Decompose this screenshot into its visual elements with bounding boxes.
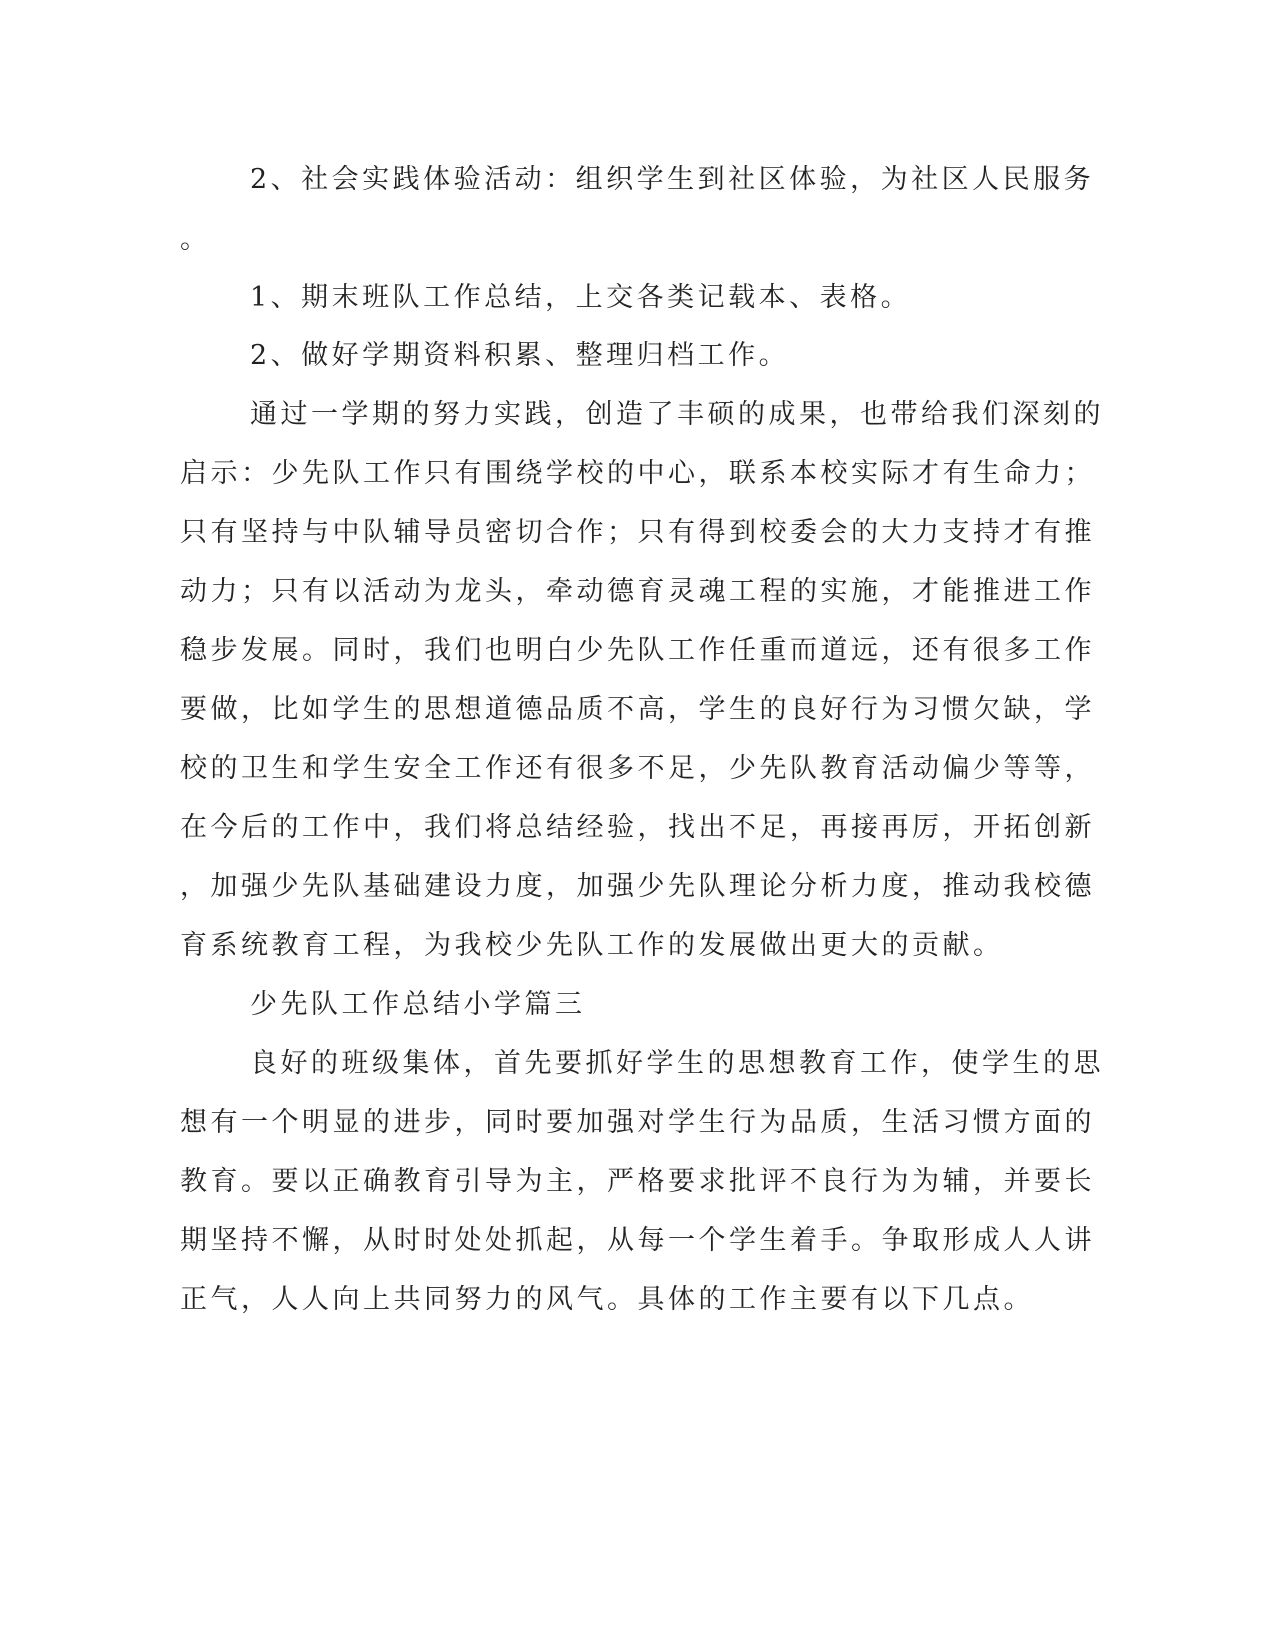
text-line: 良好的班级集体，首先要抓好学生的思想教育工作，使学生的思 (250, 1048, 1104, 1079)
text-line: ，加强少先队基础建设力度，加强少先队理论分析力度，推动我校德 (180, 871, 1095, 902)
text-line: 2、做好学期资料积累、整理归档工作。 (250, 340, 790, 371)
text-line: 。 (180, 224, 211, 255)
text-line: 启示：少先队工作只有围绕学校的中心，联系本校实际才有生命力； (180, 458, 1095, 489)
text-line: 想有一个明显的进步，同时要加强对学生行为品质，生活习惯方面的 (180, 1107, 1095, 1138)
text-line: 稳步发展。同时，我们也明白少先队工作任重而道远，还有很多工作 (180, 635, 1095, 666)
text-line: 在今后的工作中，我们将总结经验，找出不足，再接再厉，开拓创新 (180, 812, 1095, 843)
text-line: 1、期末班队工作总结，上交各类记载本、表格。 (250, 282, 912, 313)
text-line: 只有坚持与中队辅导员密切合作；只有得到校委会的大力支持才有推 (180, 517, 1095, 548)
text-line: 正气，人人向上共同努力的风气。具体的工作主要有以下几点。 (180, 1284, 1034, 1315)
section-heading: 少先队工作总结小学篇三 (250, 989, 586, 1020)
text-line: 育系统教育工程，为我校少先队工作的发展做出更大的贡献。 (180, 930, 1004, 961)
text-line: 校的卫生和学生安全工作还有很多不足，少先队教育活动偏少等等， (180, 753, 1095, 784)
text-line: 教育。要以正确教育引导为主，严格要求批评不良行为为辅，并要长 (180, 1166, 1095, 1197)
text-line: 2、社会实践体验活动：组织学生到社区体验，为社区人民服务 (250, 164, 1095, 195)
text-line: 动力；只有以活动为龙头，牵动德育灵魂工程的实施，才能推进工作 (180, 576, 1095, 607)
text-line: 要做，比如学生的思想道德品质不高，学生的良好行为习惯欠缺，学 (180, 694, 1095, 725)
text-line: 通过一学期的努力实践，创造了丰硕的成果，也带给我们深刻的 (250, 399, 1104, 430)
text-line: 期坚持不懈，从时时处处抓起，从每一个学生着手。争取形成人人讲 (180, 1225, 1095, 1256)
